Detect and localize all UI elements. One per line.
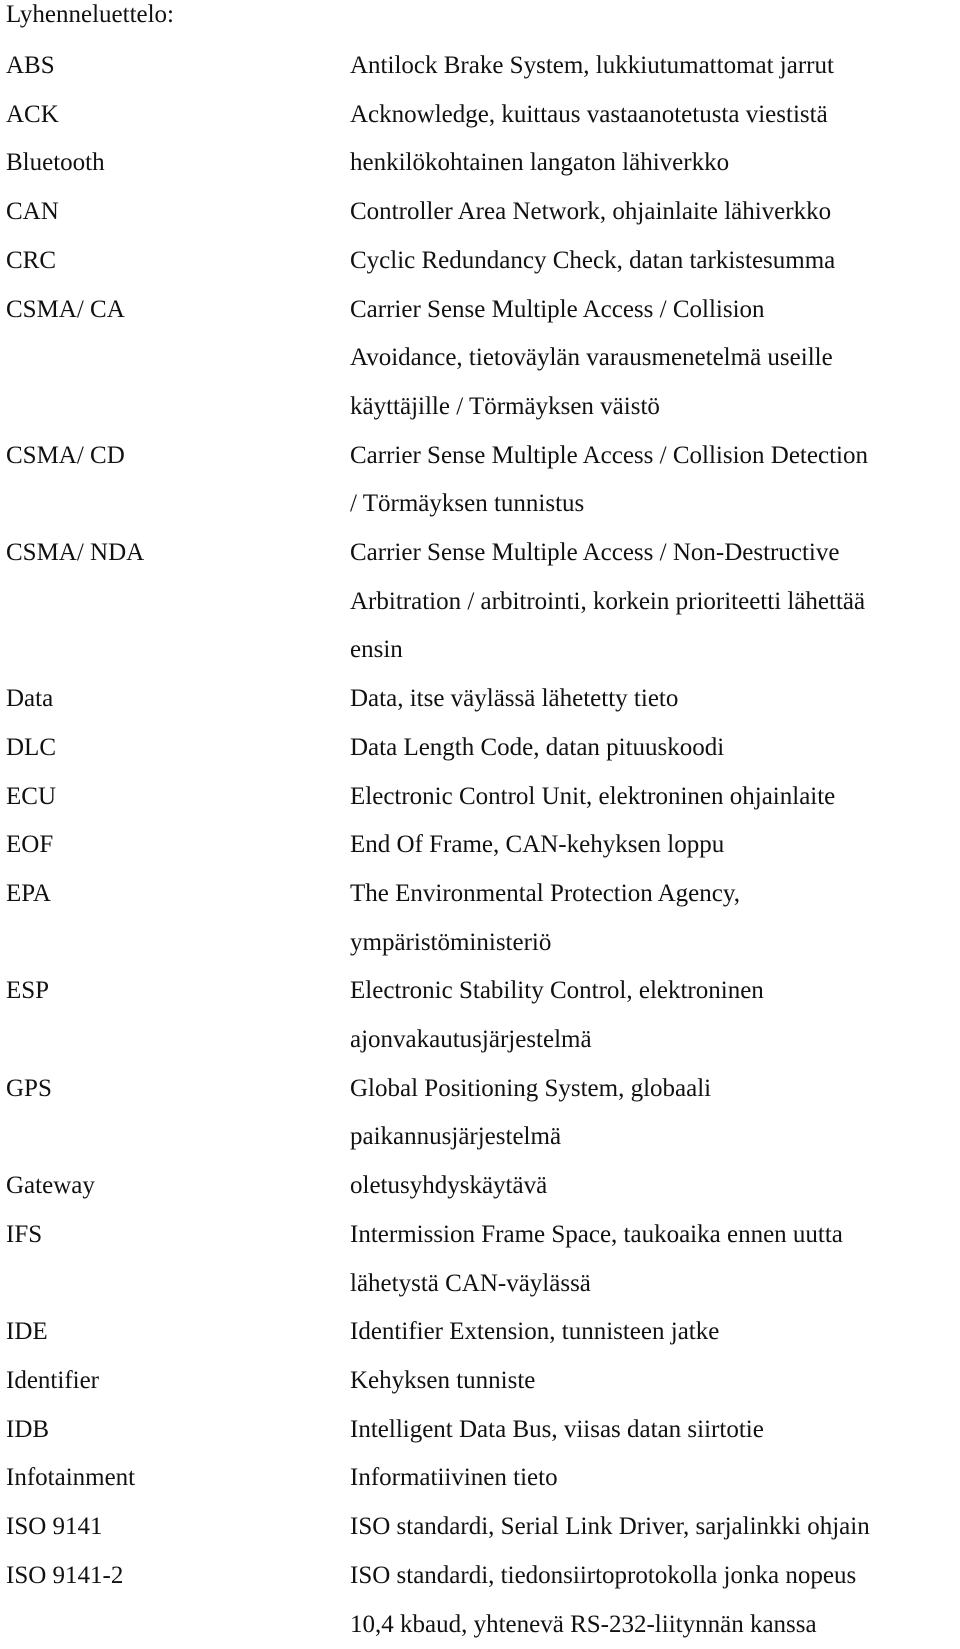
definition-line: Electronic Stability Control, elektroninen bbox=[350, 967, 960, 1016]
abbreviation-term: IDE bbox=[0, 1308, 350, 1357]
list-item bbox=[0, 1357, 960, 1406]
abbreviation-term: ECU bbox=[0, 773, 350, 822]
list-item bbox=[0, 42, 960, 91]
abbreviation-definition bbox=[350, 237, 960, 286]
abbreviation-term: Gateway bbox=[0, 1162, 350, 1211]
definition-line: Global Positioning System, globaali bbox=[350, 1065, 960, 1114]
definition-line: ISO standardi, tiedonsiirtoprotokolla jonka nopeus bbox=[350, 1552, 960, 1601]
list-item bbox=[0, 724, 960, 773]
abbreviation-definition bbox=[350, 1454, 960, 1503]
list-item bbox=[0, 91, 960, 140]
list-item bbox=[0, 1162, 960, 1211]
definition-line: Intermission Frame Space, taukoaika ennen uutta bbox=[350, 1211, 960, 1260]
abbreviation-definition bbox=[350, 1162, 960, 1211]
abbreviation-definition bbox=[350, 1308, 960, 1357]
abbreviation-term: Infotainment bbox=[0, 1454, 350, 1503]
definition-line: Informatiivinen tieto bbox=[350, 1454, 960, 1503]
definition-line: ensin bbox=[350, 626, 960, 675]
definition-line: Electronic Control Unit, elektroninen ohjainlaite bbox=[350, 773, 960, 822]
abbreviation-term: CSMA/ NDA bbox=[0, 529, 350, 578]
list-item bbox=[0, 1211, 960, 1308]
list-item bbox=[0, 286, 960, 432]
list-item bbox=[0, 139, 960, 188]
definition-line: ISO standardi, Serial Link Driver, sarjalinkki ohjain bbox=[350, 1503, 960, 1552]
definition-line: Antilock Brake System, lukkiutumattomat jarrut bbox=[350, 42, 960, 91]
abbreviation-term: IFS bbox=[0, 1211, 350, 1260]
definition-line: Identifier Extension, tunnisteen jatke bbox=[350, 1308, 960, 1357]
definition-line: lähetystä CAN-väylässä bbox=[350, 1260, 960, 1309]
definition-line: oletusyhdyskäytävä bbox=[350, 1162, 960, 1211]
list-item bbox=[0, 1454, 960, 1503]
definition-line: Data, itse väylässä lähetetty tieto bbox=[350, 675, 960, 724]
list-item bbox=[0, 1308, 960, 1357]
definition-line: Carrier Sense Multiple Access / Collision Detection bbox=[350, 432, 960, 481]
definition-line: Kehyksen tunniste bbox=[350, 1357, 960, 1406]
abbreviation-term: CAN bbox=[0, 188, 350, 237]
abbreviation-definition bbox=[350, 286, 960, 432]
abbreviation-term: ESP bbox=[0, 967, 350, 1016]
definition-line: Intelligent Data Bus, viisas datan siirtotie bbox=[350, 1406, 960, 1455]
list-item bbox=[0, 1503, 960, 1552]
abbreviation-term: GPS bbox=[0, 1065, 350, 1114]
list-item bbox=[0, 1065, 960, 1162]
list-item bbox=[0, 432, 960, 529]
definition-line: ympäristöministeriö bbox=[350, 919, 960, 968]
abbreviation-term: ACK bbox=[0, 91, 350, 140]
abbreviation-term: DLC bbox=[0, 724, 350, 773]
abbreviation-definition bbox=[350, 188, 960, 237]
abbreviation-definition bbox=[350, 432, 960, 529]
abbreviation-definition bbox=[350, 1552, 960, 1649]
definition-line: End Of Frame, CAN-kehyksen loppu bbox=[350, 821, 960, 870]
definition-line: Acknowledge, kuittaus vastaanotetusta viestistä bbox=[350, 91, 960, 140]
list-item bbox=[0, 529, 960, 675]
definition-line: Data Length Code, datan pituuskoodi bbox=[350, 724, 960, 773]
abbreviation-definition bbox=[350, 773, 960, 822]
abbreviation-term: ABS bbox=[0, 42, 350, 91]
definition-line: Avoidance, tietoväylän varausmenetelmä useille bbox=[350, 334, 960, 383]
list-item bbox=[0, 675, 960, 724]
abbreviation-definition bbox=[350, 675, 960, 724]
abbreviation-definition bbox=[350, 42, 960, 91]
abbreviation-definition bbox=[350, 529, 960, 675]
abbreviation-definition bbox=[350, 870, 960, 967]
abbreviation-list bbox=[0, 42, 960, 1649]
definition-line: / Törmäyksen tunnistus bbox=[350, 480, 960, 529]
definition-line: Controller Area Network, ohjainlaite lähiverkko bbox=[350, 188, 960, 237]
abbreviation-definition bbox=[350, 1406, 960, 1455]
abbreviation-definition bbox=[350, 1357, 960, 1406]
abbreviation-term: IDB bbox=[0, 1406, 350, 1455]
abbreviation-term: CSMA/ CD bbox=[0, 432, 350, 481]
abbreviation-term: ISO 9141 bbox=[0, 1503, 350, 1552]
abbreviation-definition bbox=[350, 821, 960, 870]
definition-line: ajonvakautusjärjestelmä bbox=[350, 1016, 960, 1065]
abbreviation-definition bbox=[350, 139, 960, 188]
page-title: Lyhenneluettelo: bbox=[6, 0, 174, 30]
list-item bbox=[0, 1552, 960, 1649]
abbreviation-term: Bluetooth bbox=[0, 139, 350, 188]
abbreviation-term: Identifier bbox=[0, 1357, 350, 1406]
abbreviation-term: EOF bbox=[0, 821, 350, 870]
definition-line: Cyclic Redundancy Check, datan tarkistesumma bbox=[350, 237, 960, 286]
list-item bbox=[0, 870, 960, 967]
list-item bbox=[0, 967, 960, 1064]
abbreviation-definition bbox=[350, 724, 960, 773]
abbreviation-term: EPA bbox=[0, 870, 350, 919]
abbreviation-term: CRC bbox=[0, 237, 350, 286]
list-item bbox=[0, 773, 960, 822]
abbreviation-definition bbox=[350, 967, 960, 1064]
abbreviation-definition bbox=[350, 91, 960, 140]
definition-line: paikannusjärjestelmä bbox=[350, 1113, 960, 1162]
definition-line: Carrier Sense Multiple Access / Collision bbox=[350, 286, 960, 335]
definition-line: 10,4 kbaud, yhtenevä RS-232-liitynnän kanssa bbox=[350, 1601, 960, 1649]
abbreviation-definition bbox=[350, 1065, 960, 1162]
list-item bbox=[0, 821, 960, 870]
list-item bbox=[0, 188, 960, 237]
definition-line: Arbitration / arbitrointi, korkein prioriteetti lähettää bbox=[350, 578, 960, 627]
definition-line: henkilökohtainen langaton lähiverkko bbox=[350, 139, 960, 188]
definition-line: Carrier Sense Multiple Access / Non-Destructive bbox=[350, 529, 960, 578]
list-item bbox=[0, 1406, 960, 1455]
list-item bbox=[0, 237, 960, 286]
definition-line: The Environmental Protection Agency, bbox=[350, 870, 960, 919]
abbreviation-term: CSMA/ CA bbox=[0, 286, 350, 335]
definition-line: käyttäjille / Törmäyksen väistö bbox=[350, 383, 960, 432]
abbreviation-definition bbox=[350, 1503, 960, 1552]
abbreviation-definition bbox=[350, 1211, 960, 1308]
abbreviation-term: ISO 9141-2 bbox=[0, 1552, 350, 1601]
abbreviation-term: Data bbox=[0, 675, 350, 724]
